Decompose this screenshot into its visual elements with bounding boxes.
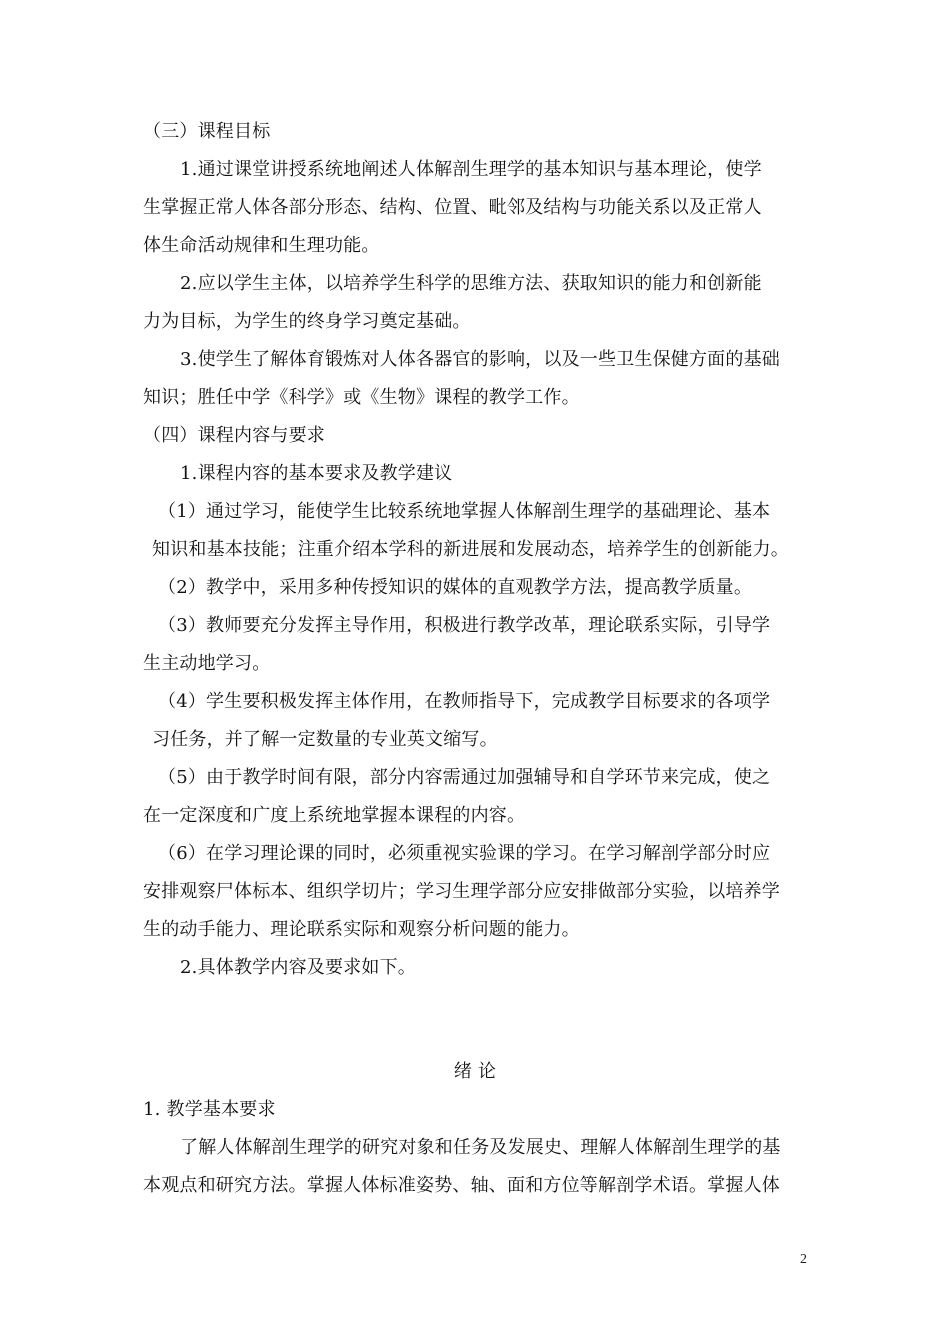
content-item-6-line-2: 安排观察尸体标本、组织学切片；学习生理学部分应安排做部分实验，以培养学 [143, 881, 780, 902]
content-subheading-1: 1.课程内容的基本要求及教学建议 [180, 463, 453, 484]
content-subheading-2: 2.具体教学内容及要求如下。 [180, 957, 416, 978]
introduction-title: 绪 论 [453, 1061, 497, 1082]
content-item-6-line-3: 生的动手能力、理论联系实际和观察分析问题的能力。 [143, 919, 580, 940]
content-item-5-line-1: （5）由于教学时间有限，部分内容需通过加强辅导和自学环节来完成，使之 [158, 767, 771, 788]
content-item-2-line-1: （2）教学中，采用多种传授知识的媒体的直观教学方法，提高教学质量。 [158, 577, 753, 598]
goal-3-line-1: 3.使学生了解体育锻炼对人体各器官的影响，以及一些卫生保健方面的基础 [180, 349, 780, 370]
page-number: 2 [800, 1252, 807, 1267]
content-item-3-line-2: 生主动地学习。 [143, 653, 271, 674]
section-heading-course-goals: （三）课程目标 [143, 121, 271, 142]
content-item-5-line-2: 在一定深度和广度上系统地掌握本课程的内容。 [143, 805, 526, 826]
goal-2-line-1: 2.应以学生主体，以培养学生科学的思维方法、获取知识的能力和创新能 [180, 273, 762, 294]
goal-1-line-2: 生掌握正常人体各部分形态、结构、位置、毗邻及结构与功能关系以及正常人 [143, 197, 762, 218]
content-item-1-line-2: 知识和基本技能；注重介绍本学科的新进展和发展动态，培养学生的创新能力。 [152, 539, 789, 560]
goal-2-line-2: 力为目标，为学生的终身学习奠定基础。 [143, 311, 471, 332]
goal-3-line-2: 知识；胜任中学《科学》或《生物》课程的教学工作。 [143, 387, 580, 408]
content-item-6-line-1: （6）在学习理论课的同时，必须重视实验课的学习。在学习解剖学部分时应 [158, 843, 771, 864]
content-item-4-line-1: （4）学生要积极发挥主体作用，在教师指导下，完成教学目标要求的各项学 [158, 691, 771, 712]
goal-1-line-1: 1.通过课堂讲授系统地阐述人体解剖生理学的基本知识与基本理论，使学 [180, 159, 762, 180]
teaching-requirements-heading: 1. 教学基本要求 [143, 1099, 276, 1120]
introduction-paragraph-line-1: 了解人体解剖生理学的研究对象和任务及发展史、理解人体解剖生理学的基 [180, 1137, 781, 1158]
introduction-paragraph-line-2: 本观点和研究方法。掌握人体标准姿势、轴、面和方位等解剖学术语。掌握人体 [143, 1175, 780, 1196]
content-item-4-line-2: 习任务，并了解一定数量的专业英文缩写。 [152, 729, 498, 750]
goal-1-line-3: 体生命活动规律和生理功能。 [143, 235, 380, 256]
content-item-3-line-1: （3）教师要充分发挥主导作用，积极进行教学改革，理论联系实际，引导学 [158, 615, 771, 636]
content-item-1-line-1: （1）通过学习，能使学生比较系统地掌握人体解剖生理学的基础理论、基本 [158, 501, 771, 522]
section-heading-course-content: （四）课程内容与要求 [143, 425, 325, 446]
